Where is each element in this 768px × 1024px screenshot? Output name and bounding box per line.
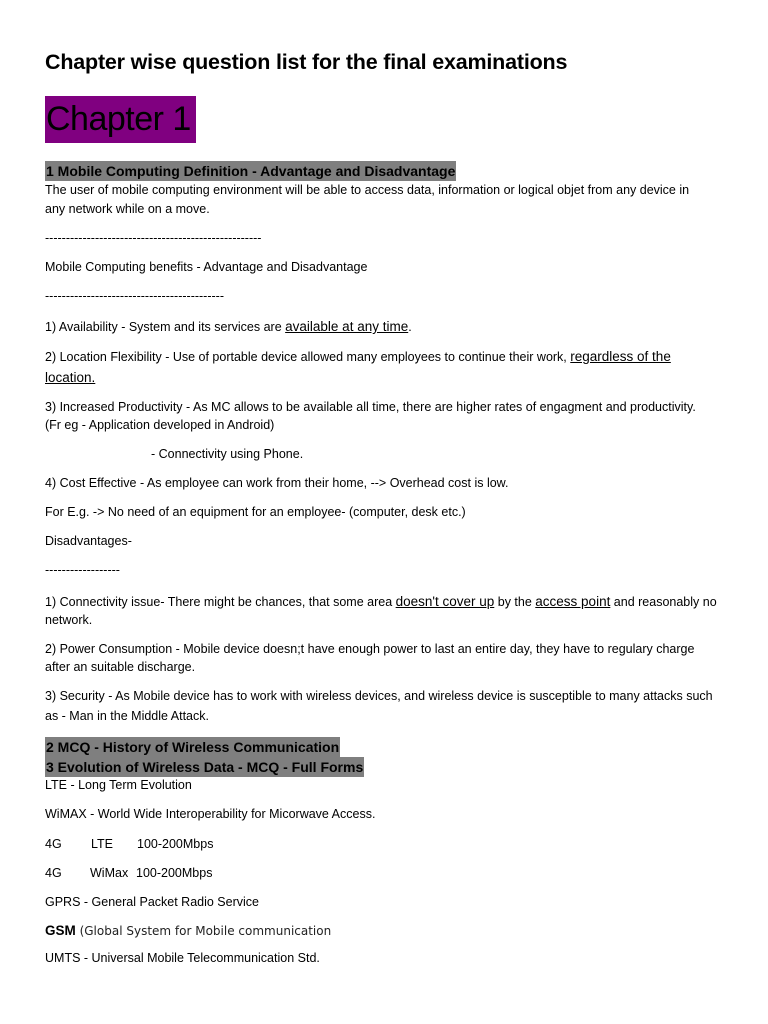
disadvantage-2-line-1: 2) Power Consumption - Mobile device doesn;t have enough power to last an entire day, they have to regulary charge: [45, 642, 695, 656]
section-3-heading: 3 Evolution of Wireless Data - MCQ - Full Forms: [46, 759, 364, 775]
disadvantage-3-line-1: 3) Security - As Mobile device has to work with wireless devices, and wireless device is susceptible to many attacks such: [45, 689, 713, 703]
section-1-heading: 1 Mobile Computing Definition - Advantage and Disadvantage: [46, 163, 456, 179]
disadvantage-1-underlined-2: access point: [535, 594, 611, 609]
advantage-2: [45, 347, 671, 367]
advantage-3-line-3: - Connectivity using Phone.: [151, 447, 304, 461]
generation-row-1: [0, 835, 768, 854]
advantage-1-text: 1) Availability - System and its services are: [45, 320, 286, 334]
disadvantage-1-underlined-1: doesn't cover up: [395, 594, 495, 609]
disadvantage-1-text-a: 1) Connectivity issue- There might be chances, that some area: [45, 595, 396, 609]
disadvantage-1-line-2: network.: [45, 613, 93, 627]
generation-row-2-tech: WiMax: [90, 866, 129, 880]
separator-1: ----------------------------------------------------: [45, 231, 262, 245]
example-line: For E.g. -> No need of an equipment for an employee- (computer, desk etc.): [45, 505, 466, 519]
generation-row-1-gen: 4G: [45, 837, 62, 851]
advantage-2-underlined-2: location.: [45, 370, 96, 385]
generation-row-1-speed: 100-200Mbps: [137, 837, 214, 851]
wimax-full-form: WiMAX - World Wide Interoperability for Micorwave Access.: [45, 807, 376, 821]
generation-row-2-gen: 4G: [45, 866, 62, 880]
advantage-1: [45, 317, 412, 337]
generation-row-1-tech: LTE: [91, 837, 113, 851]
definition-line-1: The user of mobile computing environment will be able to access data, information or logical objet from any device in: [45, 183, 690, 197]
chapter-heading: Chapter 1: [45, 96, 196, 143]
advantage-3-line-1: 3) Increased Productivity - As MC allows to be available all time, there are higher rates of engagment and productivity.: [45, 400, 696, 414]
advantage-1-underlined: available at any time: [285, 319, 409, 334]
separator-2: -------------------------------------------: [45, 289, 224, 303]
umts-full-form: UMTS - Universal Mobile Telecommunication Std.: [45, 951, 320, 965]
benefits-title: Mobile Computing benefits - Advantage and Disadvantage: [45, 260, 368, 274]
advantage-4: 4) Cost Effective - As employee can work from their home, --> Overhead cost is low.: [45, 476, 509, 490]
disadvantage-1-text-c: and reasonably no: [610, 595, 717, 609]
disadvantages-title: Disadvantages-: [45, 534, 132, 548]
disadvantage-2-line-2: after an suitable discharge.: [45, 660, 196, 674]
gsm-full-form: [45, 921, 331, 941]
generation-row-2: [0, 864, 768, 883]
document-title: Chapter wise question list for the final examinations: [45, 50, 568, 74]
generation-row-2-speed: 100-200Mbps: [136, 866, 213, 880]
disadvantage-1: [45, 592, 717, 612]
definition-line-2: any network while on a move.: [45, 202, 210, 216]
separator-3: ------------------: [45, 563, 120, 577]
gsm-abbrev: GSM: [45, 923, 76, 938]
disadvantage-3-line-2: as - Man in the Middle Attack.: [45, 709, 209, 723]
advantage-2-underlined-1: regardless of the: [570, 349, 671, 364]
disadvantage-1-text-b: by the: [494, 595, 536, 609]
lte-full-form: LTE - Long Term Evolution: [45, 778, 192, 792]
section-2-heading: 2 MCQ - History of Wireless Communication: [46, 739, 340, 755]
advantage-2-text: 2) Location Flexibility - Use of portable device allowed many employees to continue their work,: [45, 350, 571, 364]
advantage-3-line-2: (Fr eg - Application developed in Android): [45, 418, 275, 432]
gsm-expansion: (Global System for Mobile communication: [75, 924, 332, 938]
advantage-1-end: .: [408, 320, 412, 334]
gprs-full-form: GPRS - General Packet Radio Service: [45, 895, 259, 909]
